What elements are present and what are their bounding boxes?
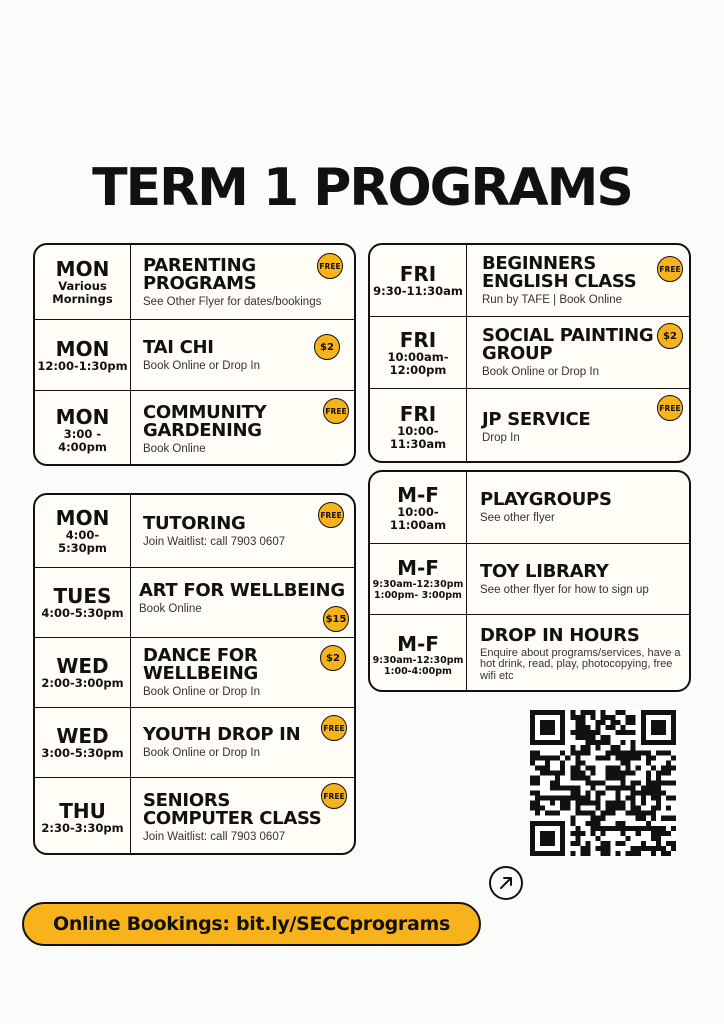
price-badge: $15 [323, 606, 349, 632]
schedule-row [370, 472, 689, 543]
schedule-box-mon-fri [368, 470, 691, 692]
program-note: Join Waitlist: call 7903 0607 [143, 535, 286, 548]
free-badge: FREE [318, 502, 344, 528]
qr-code-icon [530, 710, 676, 856]
free-badge: FREE [323, 398, 349, 424]
time-label: 3:00 - 4:00pm [58, 426, 107, 454]
schedule-row [35, 319, 354, 390]
day-label: FRI [399, 262, 437, 286]
program-note: Drop In [482, 431, 520, 444]
free-badge: FREE [321, 715, 347, 741]
schedule-row [370, 316, 689, 388]
day-label: FRI [399, 402, 437, 426]
schedule-row [35, 567, 354, 637]
time-label: 4:00-5:30pm [41, 606, 124, 620]
day-label: MON [55, 257, 110, 281]
time-label: Various Mornings [52, 279, 113, 306]
program-note: Enquire about programs/services, have a hot drink, read, play, photocopying, free wifi etc [480, 646, 681, 682]
program-name: TOY LIBRARY [480, 560, 609, 582]
day-label: MON [55, 336, 110, 361]
schedule-row [35, 637, 354, 707]
program-name: ART FOR WELLBEING [139, 580, 345, 601]
day-label: WED [56, 654, 109, 678]
schedule-row [35, 707, 354, 777]
program-name: DROP IN HOURS [480, 624, 640, 646]
schedule-box-friday [368, 243, 691, 463]
day-label: THU [59, 799, 106, 823]
day-label: MON [55, 404, 110, 429]
program-name: SOCIAL PAINTING GROUP [482, 325, 654, 364]
program-note: See Other Flyer for dates/bookings [143, 295, 322, 308]
schedule-row [35, 245, 354, 319]
program-name: TUTORING [143, 512, 246, 534]
program-note: Book Online [139, 603, 202, 615]
program-name: COMMUNITY GARDENING [143, 402, 267, 441]
program-name: BEGINNERS ENGLISH CLASS [482, 253, 637, 292]
day-label: M-F [397, 631, 439, 656]
schedule-row [370, 245, 689, 316]
time-label: 3:00-5:30pm [41, 746, 124, 760]
day-label: WED [56, 724, 109, 748]
price-badge: $2 [657, 323, 683, 349]
program-note: Book Online or Drop In [143, 747, 260, 759]
program-note: Book Online or Drop In [482, 366, 599, 378]
program-name: PARENTING PROGRAMS [143, 254, 257, 294]
schedule-row [370, 388, 689, 463]
price-badge: $2 [314, 334, 340, 360]
time-label: 9:30am-12:30pm 1:00pm- 3:00pm [372, 579, 464, 601]
program-name: SENIORS COMPUTER CLASS [143, 790, 322, 829]
program-name: TAI CHI [143, 336, 214, 358]
program-name: PLAYGROUPS [480, 489, 612, 510]
schedule-row [35, 495, 354, 567]
arrow-up-right-icon[interactable] [489, 866, 523, 900]
program-note: Book Online or Drop In [143, 359, 260, 372]
online-booking-link[interactable]: Online Bookings: bit.ly/SECCprograms [22, 902, 481, 946]
free-badge: FREE [657, 256, 683, 282]
schedule-row [35, 390, 354, 466]
schedule-box-monday [33, 243, 356, 466]
program-note: Join Waitlist: call 7903 0607 [143, 831, 286, 843]
time-label: 9:30am-12:30pm 1:00-4:00pm [372, 654, 464, 677]
program-note: Run by TAFE | Book Online [482, 294, 622, 306]
time-label: 4:00- 5:30pm [58, 528, 107, 555]
page-title: TERM 1 PROGRAMS [92, 158, 632, 218]
free-badge: FREE [317, 253, 343, 279]
time-label: 9:30-11:30am [373, 284, 463, 298]
time-label: 10:00- 11:00am [389, 504, 447, 532]
day-label: M-F [397, 482, 439, 507]
time-label: 12:00-1:30pm [37, 358, 128, 373]
free-badge: FREE [657, 395, 683, 421]
program-note: See other flyer for how to sign up [480, 583, 649, 596]
program-note: Book Online or Drop In [143, 686, 260, 698]
day-label: TUES [53, 584, 112, 608]
program-note: See other flyer [480, 512, 555, 524]
schedule-row [370, 614, 689, 692]
program-name: DANCE FOR WELLBEING [143, 645, 258, 684]
schedule-row [370, 543, 689, 614]
day-label: MON [55, 506, 110, 530]
time-label: 10:00am- 12:00pm [387, 349, 449, 377]
free-badge: FREE [321, 783, 347, 809]
schedule-box-weekday [33, 493, 356, 855]
time-label: 10:00- 11:30am [389, 424, 447, 451]
program-note: Book Online [143, 443, 206, 455]
day-label: M-F [397, 556, 439, 580]
day-label: FRI [399, 327, 437, 352]
price-badge: $2 [320, 645, 346, 671]
schedule-row [35, 777, 354, 855]
program-name: YOUTH DROP IN [143, 724, 301, 745]
time-label: 2:30-3:30pm [41, 821, 124, 835]
program-name: JP SERVICE [482, 408, 591, 430]
time-label: 2:00-3:00pm [41, 676, 124, 690]
